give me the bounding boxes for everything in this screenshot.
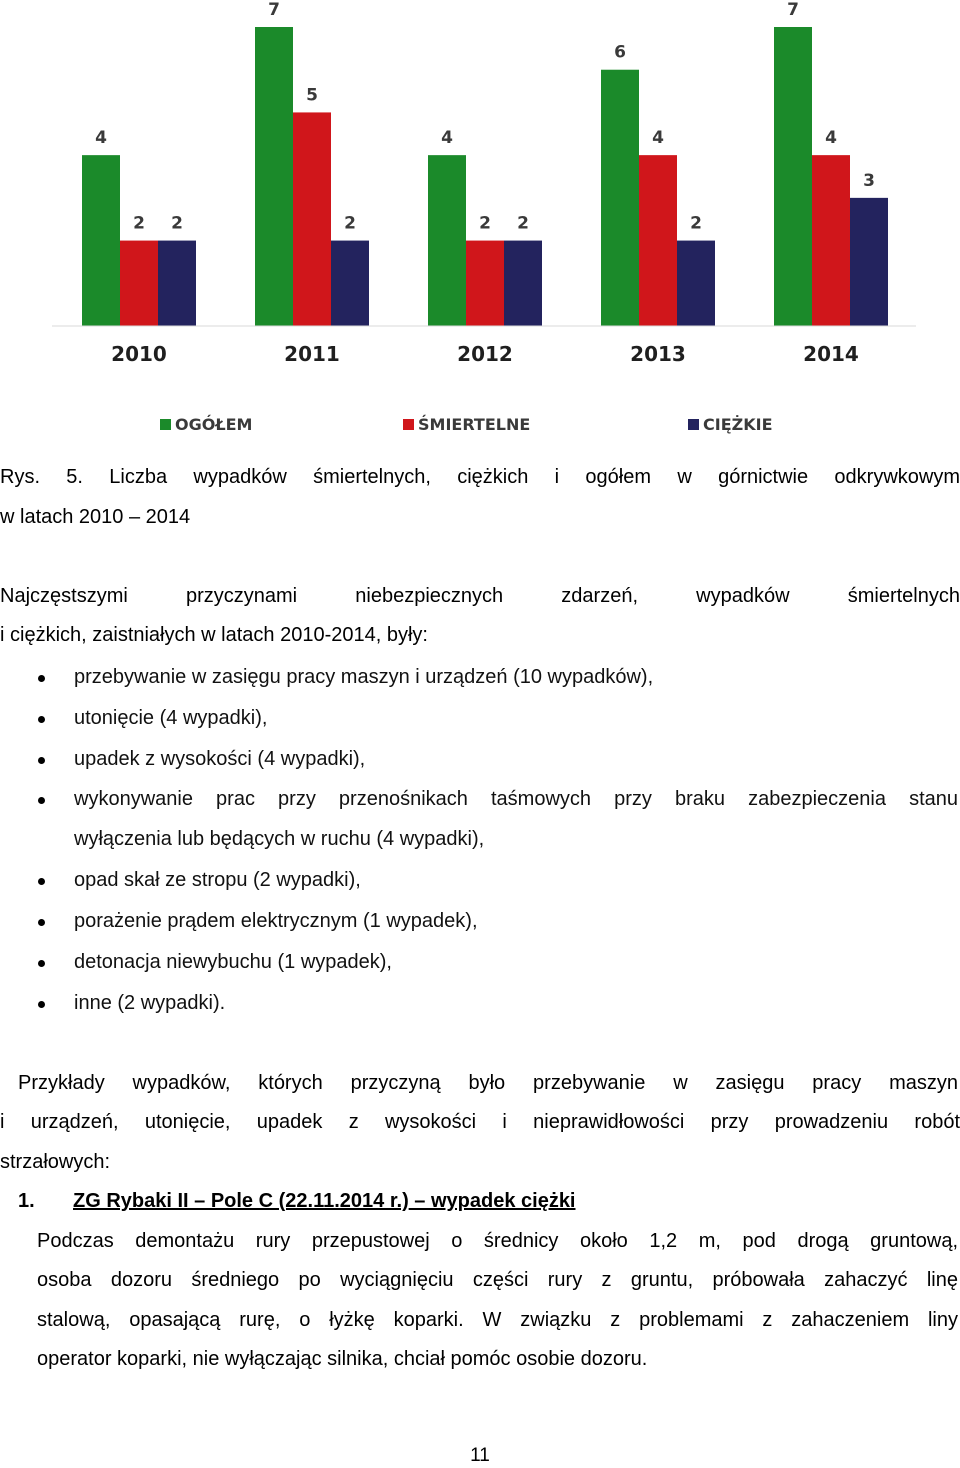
- cause-item: wykonywanie prac przy przenośnikach taśmowych przy braku zabezpieczenia stanu: [74, 788, 958, 810]
- data-label: 3: [863, 170, 875, 191]
- page-number: 11: [470, 1445, 490, 1466]
- figure-caption-line1: Rys. 5. Liczba wypadków śmiertelnych, ciężkich i ogółem w górnictwie odkrywkowym: [0, 466, 960, 488]
- case-body-line: osoba dozoru średniego po wyciągnięciu części rury z gruntu, próbowała zahaczyć linę: [37, 1269, 958, 1291]
- data-label: 2: [517, 213, 529, 234]
- bullet-icon: [38, 757, 45, 764]
- accident-bar-chart: [0, 0, 960, 445]
- bar-śmiertelne-2011: [293, 112, 331, 326]
- legend-label: OGÓŁEM: [175, 415, 253, 434]
- figure-caption-line2: w latach 2010 – 2014: [0, 506, 191, 528]
- cause-item: utonięcie (4 wypadki),: [74, 707, 268, 729]
- x-tick-label: 2010: [111, 342, 167, 366]
- legend-swatch: [403, 419, 414, 430]
- case-body-line: operator koparki, nie wyłączając silnika, chciał pomóc osobie dozoru.: [37, 1348, 648, 1370]
- data-label: 7: [787, 0, 799, 20]
- bar-ogółem-2014: [774, 27, 812, 326]
- bar-śmiertelne-2010: [120, 241, 158, 326]
- bullet-icon: [38, 1001, 45, 1008]
- x-tick-label: 2012: [457, 342, 513, 366]
- x-tick-label: 2014: [803, 342, 859, 366]
- cause-item: przebywanie w zasięgu pracy maszyn i urządzeń (10 wypadków),: [74, 666, 654, 688]
- case-title: ZG Rybaki II – Pole C (22.11.2014 r.): [73, 1190, 409, 1212]
- data-label: 2: [344, 213, 356, 234]
- bar-ogółem-2010: [82, 155, 120, 326]
- legend-swatch: [160, 419, 171, 430]
- bullet-icon: [38, 716, 45, 723]
- case-heading: [18, 1189, 960, 1213]
- cause-item-continuation: wyłączenia lub będących w ruchu (4 wypadki),: [74, 828, 485, 850]
- bar-ciężkie-2014: [850, 198, 888, 326]
- bullet-icon: [38, 675, 45, 682]
- bar-śmiertelne-2013: [639, 155, 677, 326]
- data-label: 2: [479, 213, 491, 234]
- cause-item: porażenie prądem elektrycznym (1 wypadek),: [74, 910, 478, 932]
- bar-ogółem-2013: [601, 70, 639, 326]
- bullet-icon: [38, 797, 45, 804]
- intro-line2: i ciężkich, zaistniałych w latach 2010-2014, były:: [0, 624, 428, 646]
- bar-ciężkie-2010: [158, 241, 196, 326]
- bar-ogółem-2011: [255, 27, 293, 326]
- bullet-icon: [38, 919, 45, 926]
- x-tick-label: 2011: [284, 342, 340, 366]
- x-tick-label: 2013: [630, 342, 686, 366]
- cause-item: inne (2 wypadki).: [74, 992, 226, 1014]
- data-label: 4: [95, 128, 107, 149]
- data-label: 5: [306, 85, 318, 106]
- case-body-line: Podczas demontażu rury przepustowej o średnicy około 1,2 m, pod drogą gruntową,: [37, 1230, 958, 1252]
- examples-line1: Przykłady wypadków, których przyczyną było przebywanie w zasięgu pracy maszyn: [18, 1072, 958, 1094]
- legend-label: ŚMIERTELNE: [418, 415, 531, 434]
- case-body-line: stalową, opasającą rurę, o łyżkę koparki. W związku z problemami z zahaczeniem liny: [37, 1309, 958, 1331]
- data-label: 4: [825, 128, 837, 149]
- cause-item: upadek z wysokości (4 wypadki),: [74, 748, 366, 770]
- case-type: – wypadek ciężki: [408, 1190, 576, 1212]
- cause-item: detonacja niewybuchu (1 wypadek),: [74, 951, 392, 973]
- intro-line1: Najczęstszymi przyczynami niebezpiecznych zdarzeń, wypadków śmiertelnych: [0, 585, 960, 607]
- cause-item: opad skał ze stropu (2 wypadki),: [74, 869, 361, 891]
- examples-line2: i urządzeń, utonięcie, upadek z wysokości i nieprawidłowości przy prowadzeniu robót: [0, 1111, 960, 1133]
- data-label: 2: [171, 213, 183, 234]
- bar-ciężkie-2011: [331, 241, 369, 326]
- bar-ogółem-2012: [428, 155, 466, 326]
- data-label: 2: [133, 213, 145, 234]
- case-number: 1.: [18, 1190, 35, 1212]
- bar-śmiertelne-2014: [812, 155, 850, 326]
- examples-line3: strzałowych:: [0, 1151, 111, 1173]
- bar-ciężkie-2012: [504, 241, 542, 326]
- bar-ciężkie-2013: [677, 241, 715, 326]
- legend-label: CIĘŻKIE: [703, 415, 773, 434]
- legend-swatch: [688, 419, 699, 430]
- data-label: 4: [441, 128, 453, 149]
- data-label: 6: [614, 42, 626, 63]
- data-label: 2: [690, 213, 702, 234]
- bar-śmiertelne-2012: [466, 241, 504, 326]
- bullet-icon: [38, 960, 45, 967]
- bullet-icon: [38, 878, 45, 885]
- data-label: 7: [268, 0, 280, 20]
- data-label: 4: [652, 128, 664, 149]
